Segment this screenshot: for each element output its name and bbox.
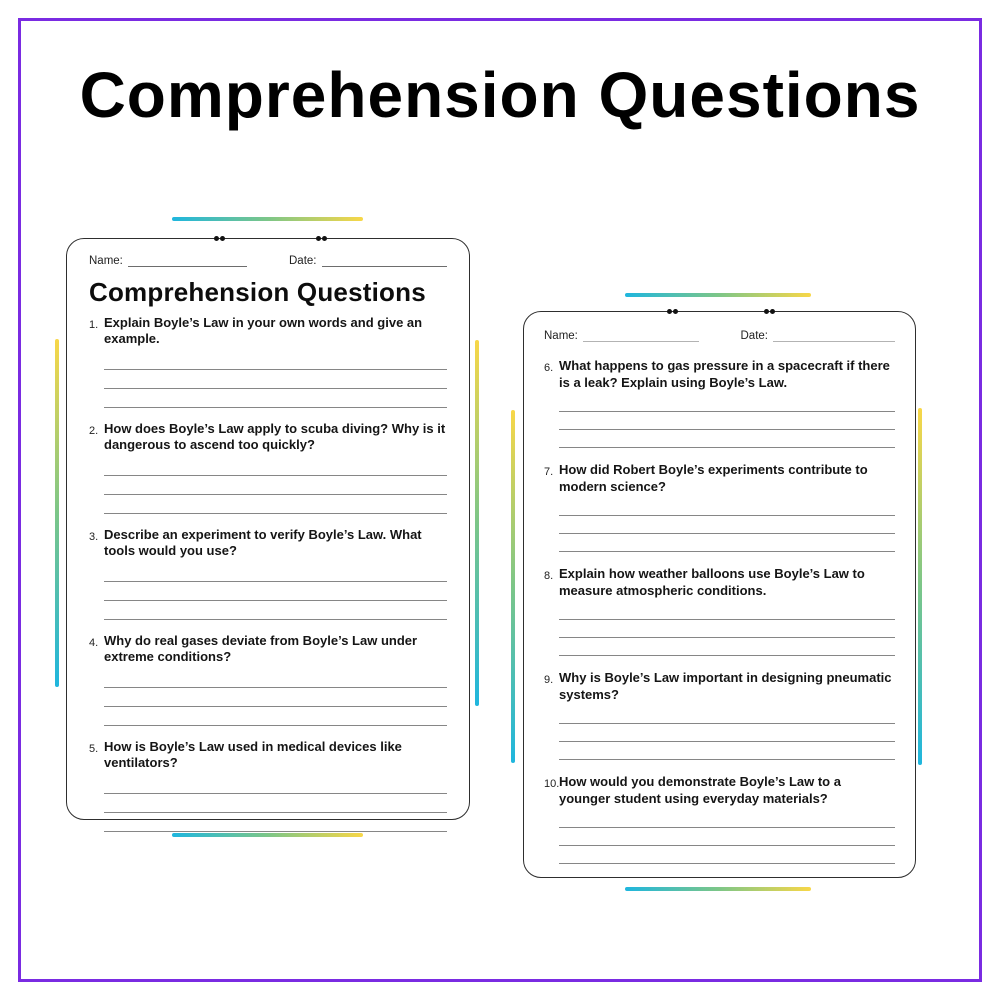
question-number: 3.	[89, 530, 99, 543]
answer-line	[104, 563, 447, 582]
question-text: Describe an experiment to verify Boyle’s Law. What tools would you use?	[104, 526, 422, 559]
answer-line	[559, 602, 895, 620]
answer-line	[559, 412, 895, 430]
question-number: 6.	[544, 362, 554, 374]
gradient-accent-line-right	[918, 408, 922, 765]
answer-line	[559, 430, 895, 448]
question-item	[89, 633, 447, 726]
gradient-divider-top-left	[172, 217, 363, 221]
answer-line	[559, 516, 895, 534]
date-field	[741, 328, 896, 342]
gradient-accent-line-mid-left	[475, 340, 479, 706]
question-number: 10.	[544, 778, 560, 790]
answer-line	[559, 724, 895, 742]
answer-line	[104, 601, 447, 620]
question-item	[544, 774, 895, 864]
question-text: How did Robert Boyle’s experiments contribute to modern science?	[559, 462, 868, 494]
answer-line	[559, 742, 895, 760]
question-item	[544, 358, 895, 448]
question-number: 5.	[89, 742, 99, 755]
binder-dots-icon	[214, 236, 225, 241]
question-number: 4.	[89, 636, 99, 649]
question-number: 8.	[544, 570, 554, 582]
question-number: 9.	[544, 674, 554, 686]
answer-line	[104, 495, 447, 514]
binder-dots-icon	[316, 236, 327, 241]
gradient-accent-line-mid-right	[511, 410, 515, 763]
question-item	[89, 527, 447, 620]
answer-line	[104, 707, 447, 726]
name-blank-line	[583, 328, 699, 342]
answer-line	[559, 810, 895, 828]
answer-line	[104, 775, 447, 794]
name-date-row	[544, 328, 895, 342]
worksheet-heading: Comprehension Questions	[89, 277, 426, 307]
question-text: Why do real gases deviate from Boyle’s Law under extreme conditions?	[104, 632, 418, 665]
question-number: 7.	[544, 466, 554, 478]
question-number: 2.	[89, 424, 99, 437]
answer-line	[559, 706, 895, 724]
answer-line	[104, 389, 447, 408]
binder-dots-icon	[667, 309, 678, 314]
answer-line	[104, 476, 447, 495]
answer-line	[559, 498, 895, 516]
question-item	[89, 315, 447, 408]
date-label: Date:	[289, 255, 317, 267]
gradient-accent-line-left	[55, 339, 59, 687]
name-label: Name:	[544, 330, 578, 342]
question-text: How is Boyle’s Law used in medical devices like ventilators?	[104, 738, 402, 771]
answer-line	[559, 620, 895, 638]
answer-line	[559, 828, 895, 846]
gradient-divider-bottom-left	[172, 833, 363, 837]
question-list	[89, 315, 447, 832]
question-item	[544, 462, 895, 552]
date-field	[289, 253, 447, 267]
gradient-divider-bottom-right	[625, 887, 811, 891]
date-label: Date:	[740, 330, 768, 342]
question-item	[544, 566, 895, 656]
name-field	[89, 253, 247, 267]
answer-line	[104, 813, 447, 832]
page-title: Comprehension Questions	[79, 59, 921, 131]
question-text: Why is Boyle’s Law important in designing pneumatic systems?	[559, 670, 892, 702]
question-text: How does Boyle’s Law apply to scuba diving? Why is it dangerous to ascend too quickly?	[104, 420, 446, 453]
answer-line	[104, 457, 447, 476]
question-item	[89, 739, 447, 832]
answer-line	[104, 794, 447, 813]
question-text: Explain Boyle’s Law in your own words and give an example.	[104, 314, 423, 347]
question-text: How would you demonstrate Boyle’s Law to a younger student using everyday materials?	[559, 774, 841, 806]
answer-line	[559, 638, 895, 656]
date-blank-line	[773, 328, 895, 342]
gradient-divider-top-right	[625, 293, 811, 297]
answer-line	[559, 394, 895, 412]
worksheet-page-1	[66, 238, 470, 820]
name-field	[544, 328, 699, 342]
answer-line	[104, 688, 447, 707]
question-list	[544, 358, 895, 864]
answer-line	[559, 534, 895, 552]
answer-line	[104, 669, 447, 688]
worksheet-page-2	[523, 311, 916, 878]
name-label: Name:	[89, 255, 123, 267]
name-date-row	[89, 253, 447, 267]
question-item	[544, 670, 895, 760]
answer-line	[104, 370, 447, 389]
answer-line	[104, 582, 447, 601]
question-text: Explain how weather balloons use Boyle’s Law to measure atmospheric conditions.	[559, 566, 865, 598]
question-number: 1.	[89, 318, 99, 331]
name-blank-line	[128, 253, 247, 267]
question-text: What happens to gas pressure in a spacecraft if there is a leak? Explain using Boyle’s Law.	[559, 358, 890, 390]
question-item	[89, 421, 447, 514]
answer-line	[104, 351, 447, 370]
date-blank-line	[322, 253, 448, 267]
answer-line	[559, 846, 895, 864]
binder-dots-icon	[764, 309, 775, 314]
